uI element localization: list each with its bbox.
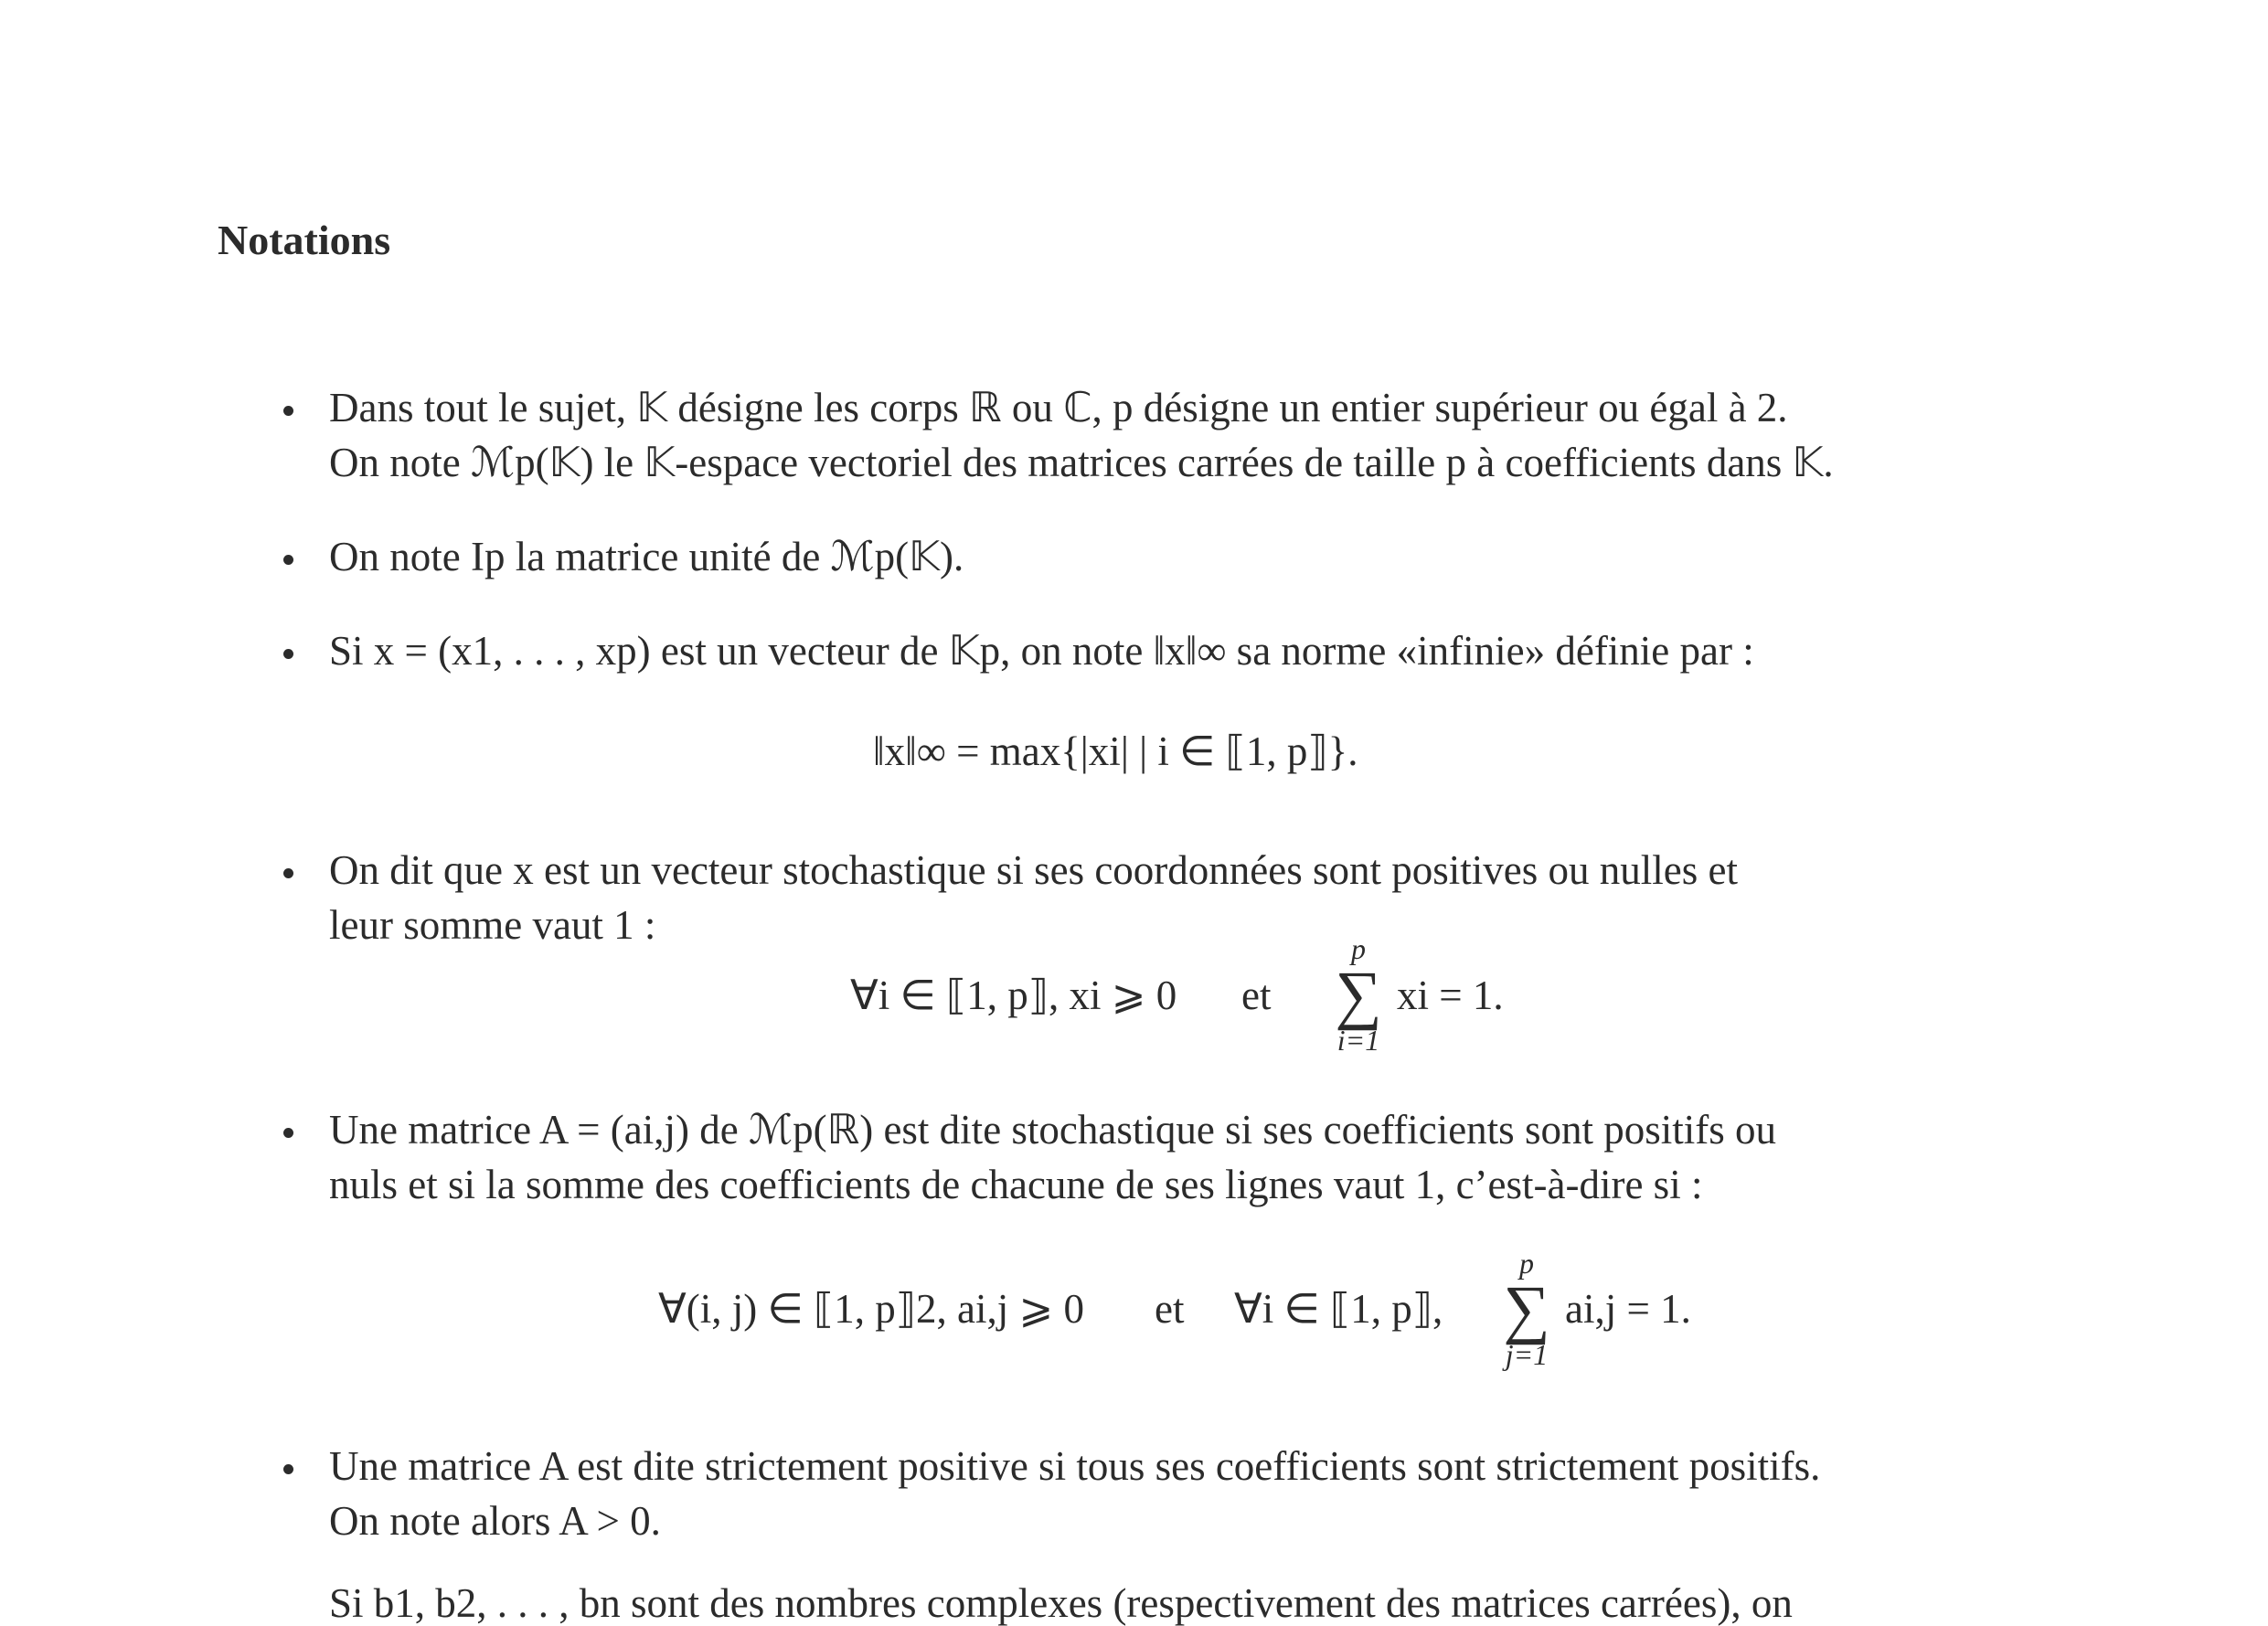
sum-symbol: [1490, 1247, 1563, 1372]
sum-lower-bound: i=1: [1336, 1024, 1380, 1057]
bullet-dot: [283, 649, 293, 659]
stochastic-matrix-condition: ∀(i, j) ∈ ⟦1, p⟧2, ai,j ⩾ 0: [658, 1286, 1084, 1332]
bullet-1-line-1: Dans tout le sujet, 𝕂 désigne les corps ℝ ou ℂ, p désigne un entier supérieur ou égal à 2.: [329, 385, 1788, 430]
bullet-5-line-2: nuls et si la somme des coefficients de chacune de ses lignes vaut 1, c’est-à-dire si :: [329, 1162, 1703, 1207]
bullet-dot: [283, 1128, 293, 1138]
et-word: et: [1241, 972, 1272, 1018]
bullet-dot: [283, 868, 293, 878]
sigma-icon: ∑: [1503, 1272, 1550, 1345]
sum-equals-one: xi = 1.: [1397, 972, 1504, 1018]
sum-upper-bound: p: [1519, 1247, 1534, 1280]
bullet-3-line-1: Si x = (x1, . . . , xp) est un vecteur de 𝕂p, on note ‖x‖∞ sa norme «infinie» définie par :: [329, 628, 1754, 674]
norm-equation: ‖x‖∞ = max{|xi| | i ∈ ⟦1, p⟧}.: [873, 728, 1358, 774]
bullet-1-line-2: On note ℳp(𝕂) le 𝕂-espace vectoriel des matrices carrées de taille p à coefficients dans 𝕂.: [329, 440, 1834, 485]
bullet-4-line-1: On dit que x est un vecteur stochastique si ses coordonnées sont positives ou nulles et: [329, 847, 1738, 893]
sigma-icon: ∑: [1335, 958, 1382, 1031]
bullet-4-line-2: leur somme vaut 1 :: [329, 902, 656, 948]
row-index-quantifier: ∀i ∈ ⟦1, p⟧,: [1234, 1286, 1443, 1332]
et-word: et: [1155, 1286, 1185, 1332]
stochastic-vector-condition: ∀i ∈ ⟦1, p⟧, xi ⩾ 0: [850, 972, 1177, 1018]
sum-symbol: [1322, 934, 1395, 1055]
bullet-6-line-1: Une matrice A est dite strictement positive si tous ses coefficients sont strictement positifs.: [329, 1443, 1821, 1489]
bullet-dot: [283, 406, 293, 416]
row-sum-equals-one: ai,j = 1.: [1565, 1286, 1691, 1332]
bullet-5-line-1: Une matrice A = (ai,j) de ℳp(ℝ) est dite stochastique si ses coefficients sont positifs ou: [329, 1107, 1776, 1153]
section-heading: Notations: [218, 217, 391, 263]
sum-lower-bound: j=1: [1505, 1338, 1549, 1372]
bullet-6-line-2: On note alors A > 0.: [329, 1498, 661, 1544]
bullet-2-line-1: On note Ip la matrice unité de ℳp(𝕂).: [329, 534, 964, 579]
sum-upper-bound: p: [1351, 932, 1366, 965]
bullet-7-line-1: Si b1, b2, . . . , bn sont des nombres complexes (respectivement des matrices carrées), on: [329, 1580, 1793, 1626]
bullet-dot: [283, 1464, 293, 1474]
bullet-dot: [283, 555, 293, 565]
